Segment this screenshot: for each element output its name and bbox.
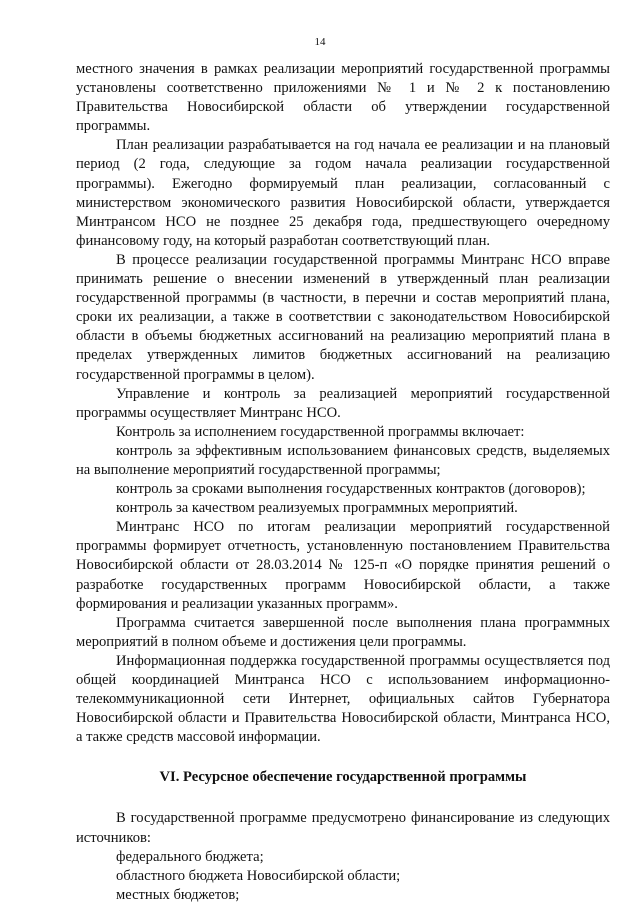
- paragraph: Минтранс НСО по итогам реализации мероприятий государственной программы формирует отчетность, установленную постановлением Правительства Новосибирской области от 28.03.2014 № 125-п «О порядке принятия решений о разработке государственных программ Новосибирской области, а также формирования и реализации указанных программ».: [76, 519, 610, 612]
- paragraph: контроль за эффективным использованием финансовых средств, выделяемых на выполнение мероприятий государственной программы;: [76, 442, 610, 478]
- paragraph: местного значения в рамках реализации мероприятий государственной программы установлены соответственно приложениями № 1 и № 2 к постановлению Правительства Новосибирской области об утверждении государственной программы.: [76, 61, 610, 135]
- paragraph: Управление и контроль за реализацией мероприятий государственной программы осуществляет Минтранс НСО.: [76, 385, 610, 421]
- paragraph: План реализации разрабатывается на год начала ее реализации и на плановый период (2 года, следующие за годом начала реализации государственной программы). Ежегодно формируемый план реализации, согласованный с министерством экономического развития Новосибирской области, утверждается Минтрансом НСО не позднее 25 декабря года, предшествующего очередному финансовому году, на который разработан соответствующий план.: [76, 137, 610, 249]
- paragraph: Информационная поддержка государственной программы осуществляется под общей координацией Минтранса НСО с использованием информационно-телекоммуникационной сети Интернет, официальных сайтов Губернатора Новосибирской области и Правительства Новосибирской области, Минтранса НСО, а также средств массовой информации.: [76, 652, 610, 746]
- page-number: 14: [314, 36, 326, 48]
- paragraph: местных бюджетов;: [116, 886, 240, 903]
- paragraph: Контроль за исполнением государственной программы включает:: [116, 423, 525, 440]
- paragraph: В государственной программе предусмотрено финансирование из следующих источников:: [76, 810, 610, 846]
- document-body: [76, 60, 610, 905]
- paragraph: федерального бюджета;: [116, 848, 264, 865]
- paragraphs-after-heading: [76, 809, 610, 904]
- section-heading: VI. Ресурсное обеспечение государственной программы: [159, 769, 527, 786]
- paragraph: областного бюджета Новосибирской области;: [116, 867, 401, 884]
- paragraph: В процессе реализации государственной программы Минтранс НСО вправе принимать решение о внесении изменений в утвержденный план реализации государственной программы (в частности, в перечни и состав мероприятий плана, сроки их реализации, а также в соответствии с законодательством Новосибирской области в объемы бюджетных ассигнований на реализацию мероприятий плана в пределах утвержденных лимитов бюджетных ассигнований на реализацию государственной программы в целом).: [76, 251, 610, 383]
- paragraphs-before-heading: [76, 60, 610, 747]
- paragraph: Программа считается завершенной после выполнения плана программных мероприятий в полном объеме и достижения цели программы.: [76, 614, 610, 650]
- paragraph: контроль за качеством реализуемых программных мероприятий.: [116, 500, 518, 517]
- paragraph: контроль за сроками выполнения государственных контрактов (договоров);: [116, 481, 586, 498]
